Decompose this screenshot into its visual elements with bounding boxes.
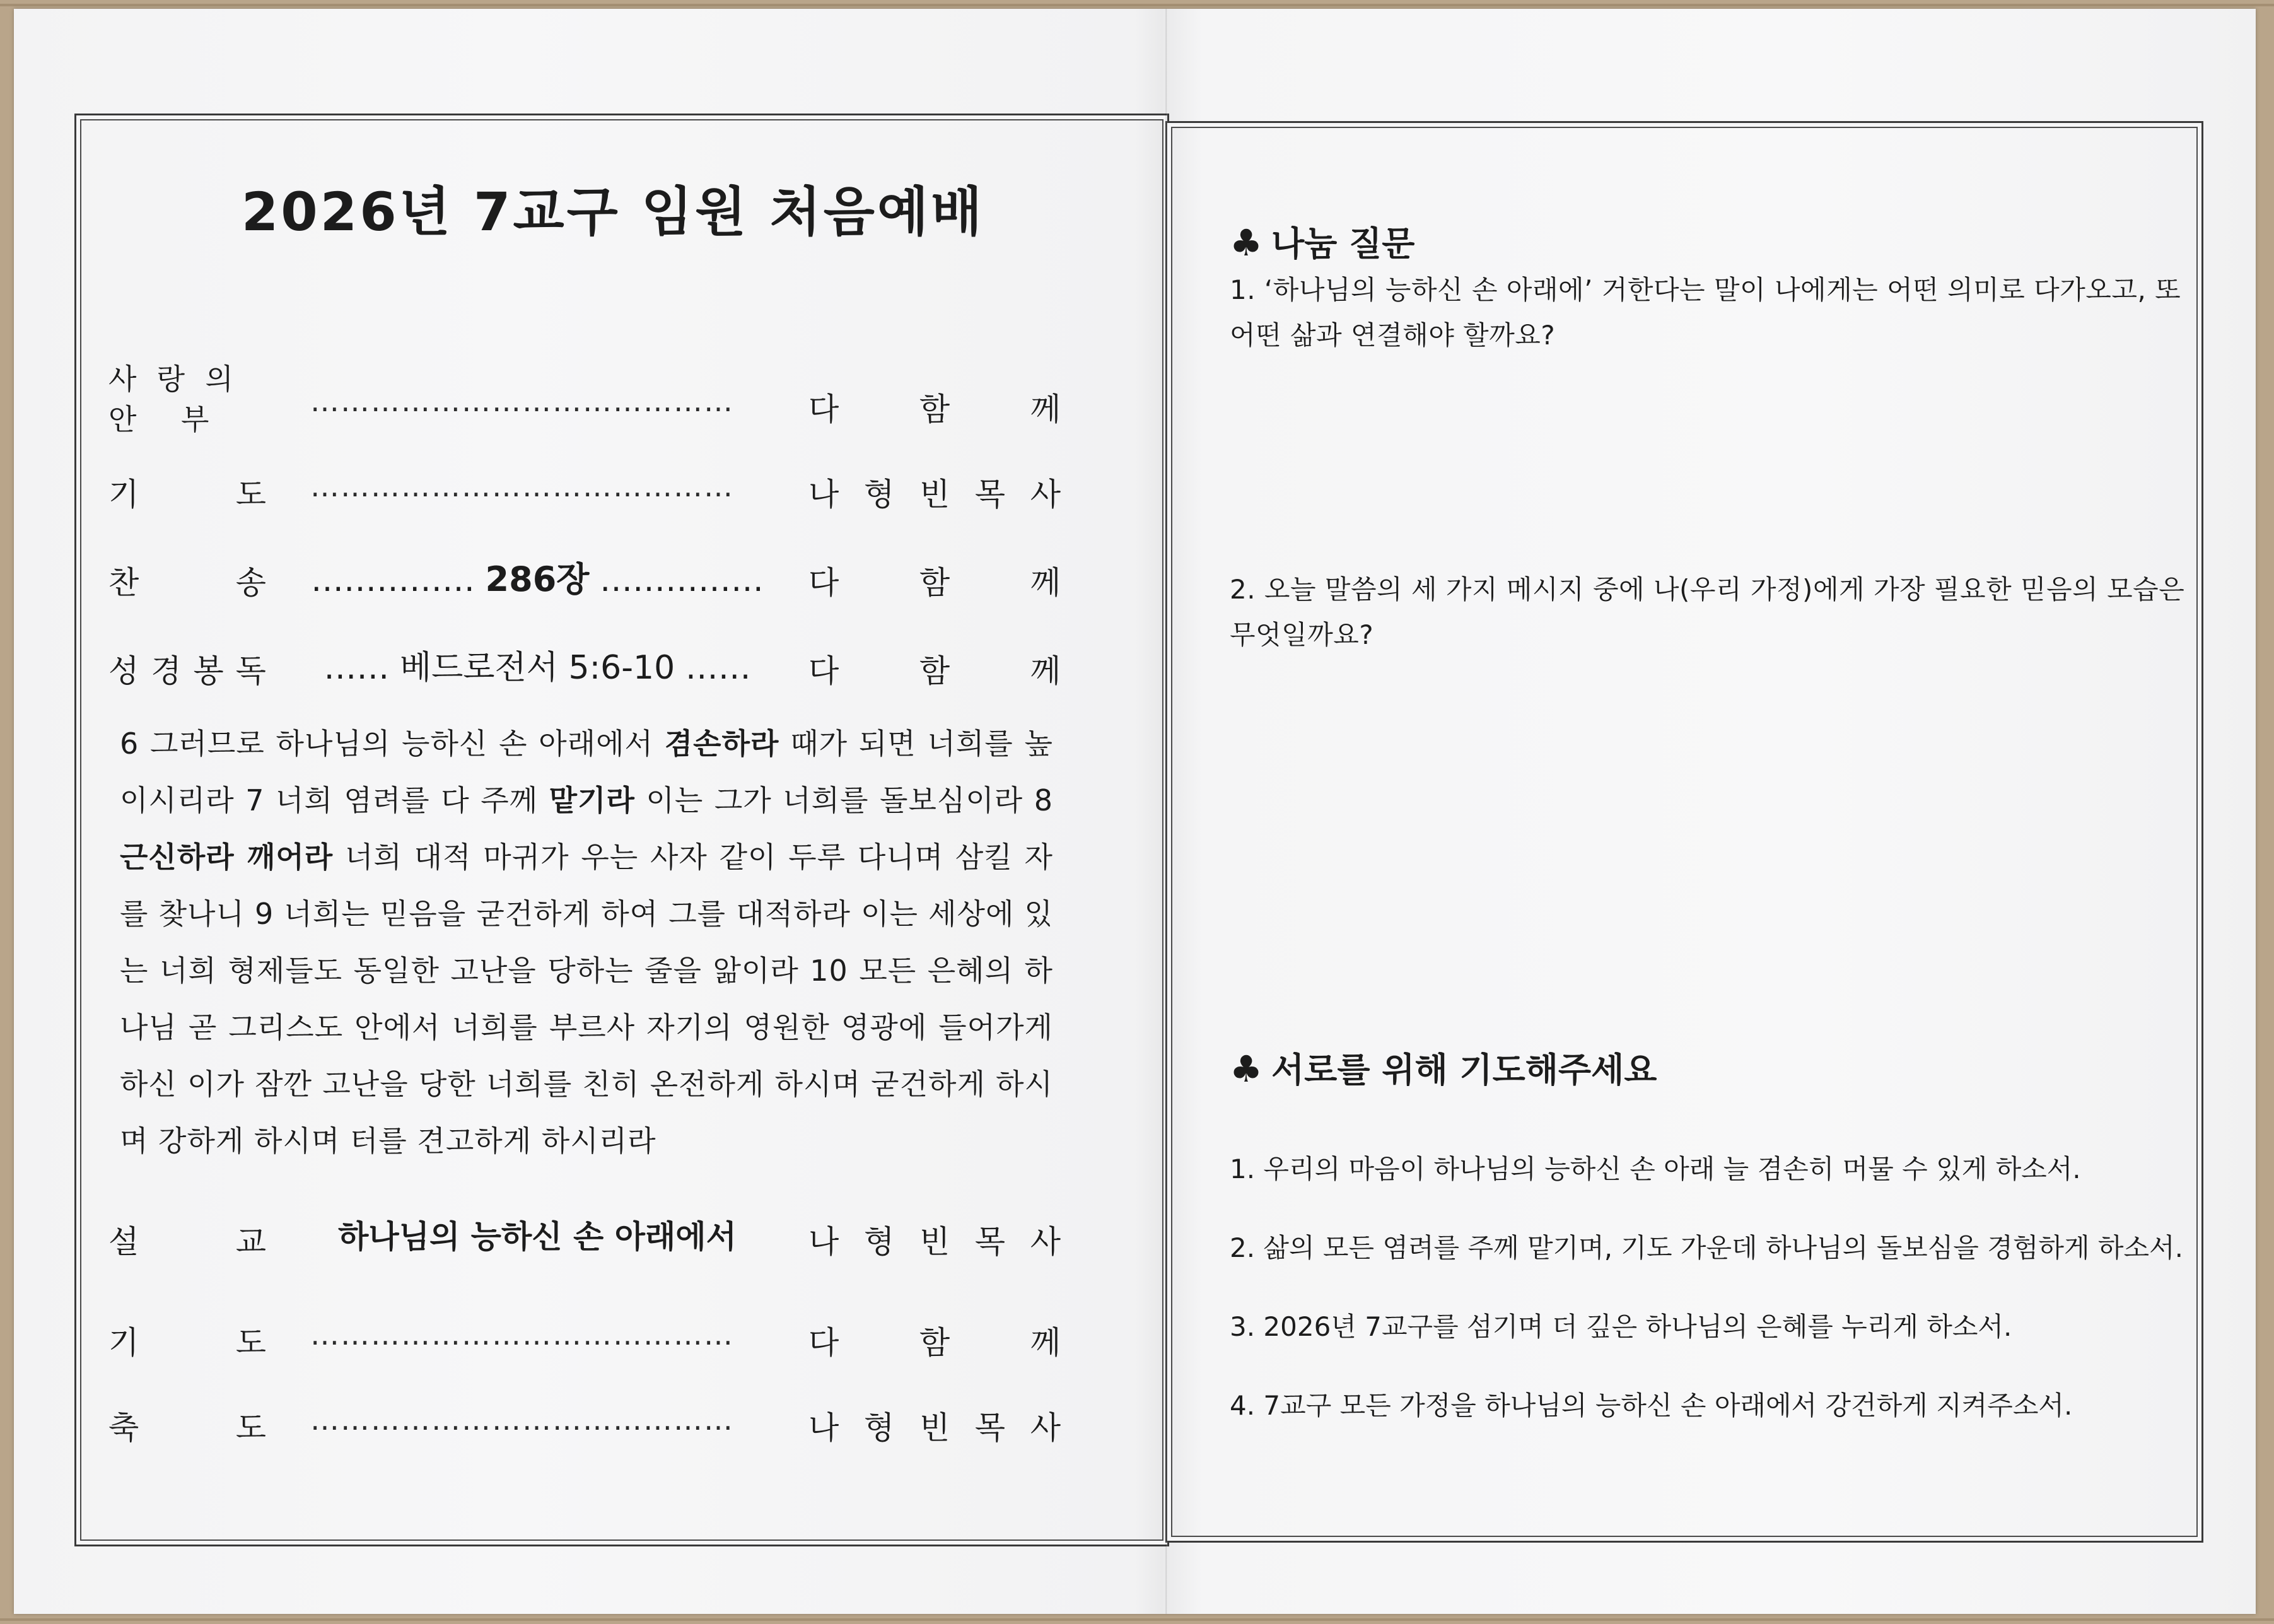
order-row-hymn (108, 558, 1061, 614)
leader-dots: …………………………………… (310, 469, 734, 503)
club-icon: ♣ (1230, 1048, 1262, 1090)
sharing-heading: ♣ 나눔 질문 (1230, 221, 1415, 264)
prayer-item: 1. 우리의 마음이 하나님의 능하신 손 아래 늘 겸손히 머물 수 있게 하소서. (1230, 1154, 2081, 1184)
order-label: 기 도 (108, 1324, 266, 1361)
order-leader: 다 함 께 (808, 653, 1061, 689)
order-leader: 다 함 께 (808, 1324, 1061, 1361)
prayer-item: 4. 7교구 모든 가정을 하나님의 능하신 손 아래에서 강건하게 지켜주소서. (1230, 1390, 2073, 1421)
order-row-benediction (108, 1403, 1061, 1459)
prayer-heading: ♣ 서로를 위해 기도해주세요 (1230, 1048, 1657, 1090)
order-leader: 다 함 께 (808, 391, 1061, 428)
order-leader: 나 형 빈 목 사 (808, 1410, 1061, 1446)
scripture-reference: …… 베드로전서 5:6-10 …… (324, 649, 751, 687)
prayer-item: 3. 2026년 7교구를 섬기며 더 깊은 하나님의 은혜를 누리게 하소서. (1230, 1311, 2012, 1342)
order-label: 성 경 봉 독 (108, 653, 266, 689)
sharing-question: 2. 오늘 말씀의 세 가지 메시지 중에 나(우리 가정)에게 가장 필요한 믿음의 모습은 무엇일까요? (1230, 574, 2185, 650)
order-row-sermon (108, 1217, 1061, 1273)
order-row-closing-prayer (108, 1317, 1061, 1374)
order-leader: 나 형 빈 목 사 (808, 476, 1061, 513)
prayer-item: 2. 삶의 모든 염려를 주께 맡기며, 기도 가운데 하나님의 돌보심을 경험하게 하소서. (1230, 1232, 2183, 1263)
bulletin-sheet (14, 9, 2256, 1614)
order-label: 축 도 (108, 1410, 266, 1446)
order-row-prayer (108, 469, 1061, 526)
order-label: 찬 송 (108, 564, 266, 601)
sermon-title: 하나님의 능하신 손 아래에서 (338, 1218, 737, 1255)
order-row-greeting (108, 362, 1061, 441)
leader-dots: …………………………………… (310, 1403, 734, 1437)
order-leader: 나 형 빈 목 사 (808, 1224, 1061, 1260)
scripture-passage: 6 그러므로 하나님의 능하신 손 아래에서 겸손하라 때가 되면 너희를 높이시리라 7 너희 염려를 다 주께 맡기라 이는 그가 너희를 돌보심이라 8 근신하라 깨어라 너희 대적 마귀가 우는 사자 같이 두루 다니며 삼킬 자를 찾나니 9 너희는 믿음을 굳건하게 하여 그를 대적하라 이는 세상에 있는 너희 형제들도 동일한 고난을 당하는 줄을 앎이라 10 모든 은혜의 하나님 곧 그리스도 안에서 너희를 부르사 자기의 영원한 영광에 들어가게 하신 이가 잠깐 고난을 당한 너희를 친히 온전하게 하시며 굳건하게 하시며 강하게 하시며 터를 견고하게 하시리라 (120, 727, 1054, 1158)
hymn-number: …………… 286장 …………… (311, 559, 764, 599)
leader-dots: …………………………………… (310, 384, 734, 418)
order-label: 사 랑 의 안 부 (108, 362, 233, 436)
center-fold (1165, 9, 1167, 1614)
service-title: 2026년 7교구 임원 처음예배 (241, 181, 985, 243)
order-label: 설 교 (108, 1224, 266, 1260)
order-row-reading (108, 646, 1061, 703)
sharing-question: 1. ‘하나님의 능하신 손 아래에’ 거한다는 말이 나에게는 어떤 의미로 다가오고, 또 어떤 삶과 연결해야 할까요? (1230, 274, 2181, 351)
leader-dots: …………………………………… (310, 1317, 734, 1352)
order-leader: 다 함 께 (808, 564, 1061, 601)
club-icon: ♣ (1230, 221, 1262, 264)
order-label: 기 도 (108, 476, 266, 513)
